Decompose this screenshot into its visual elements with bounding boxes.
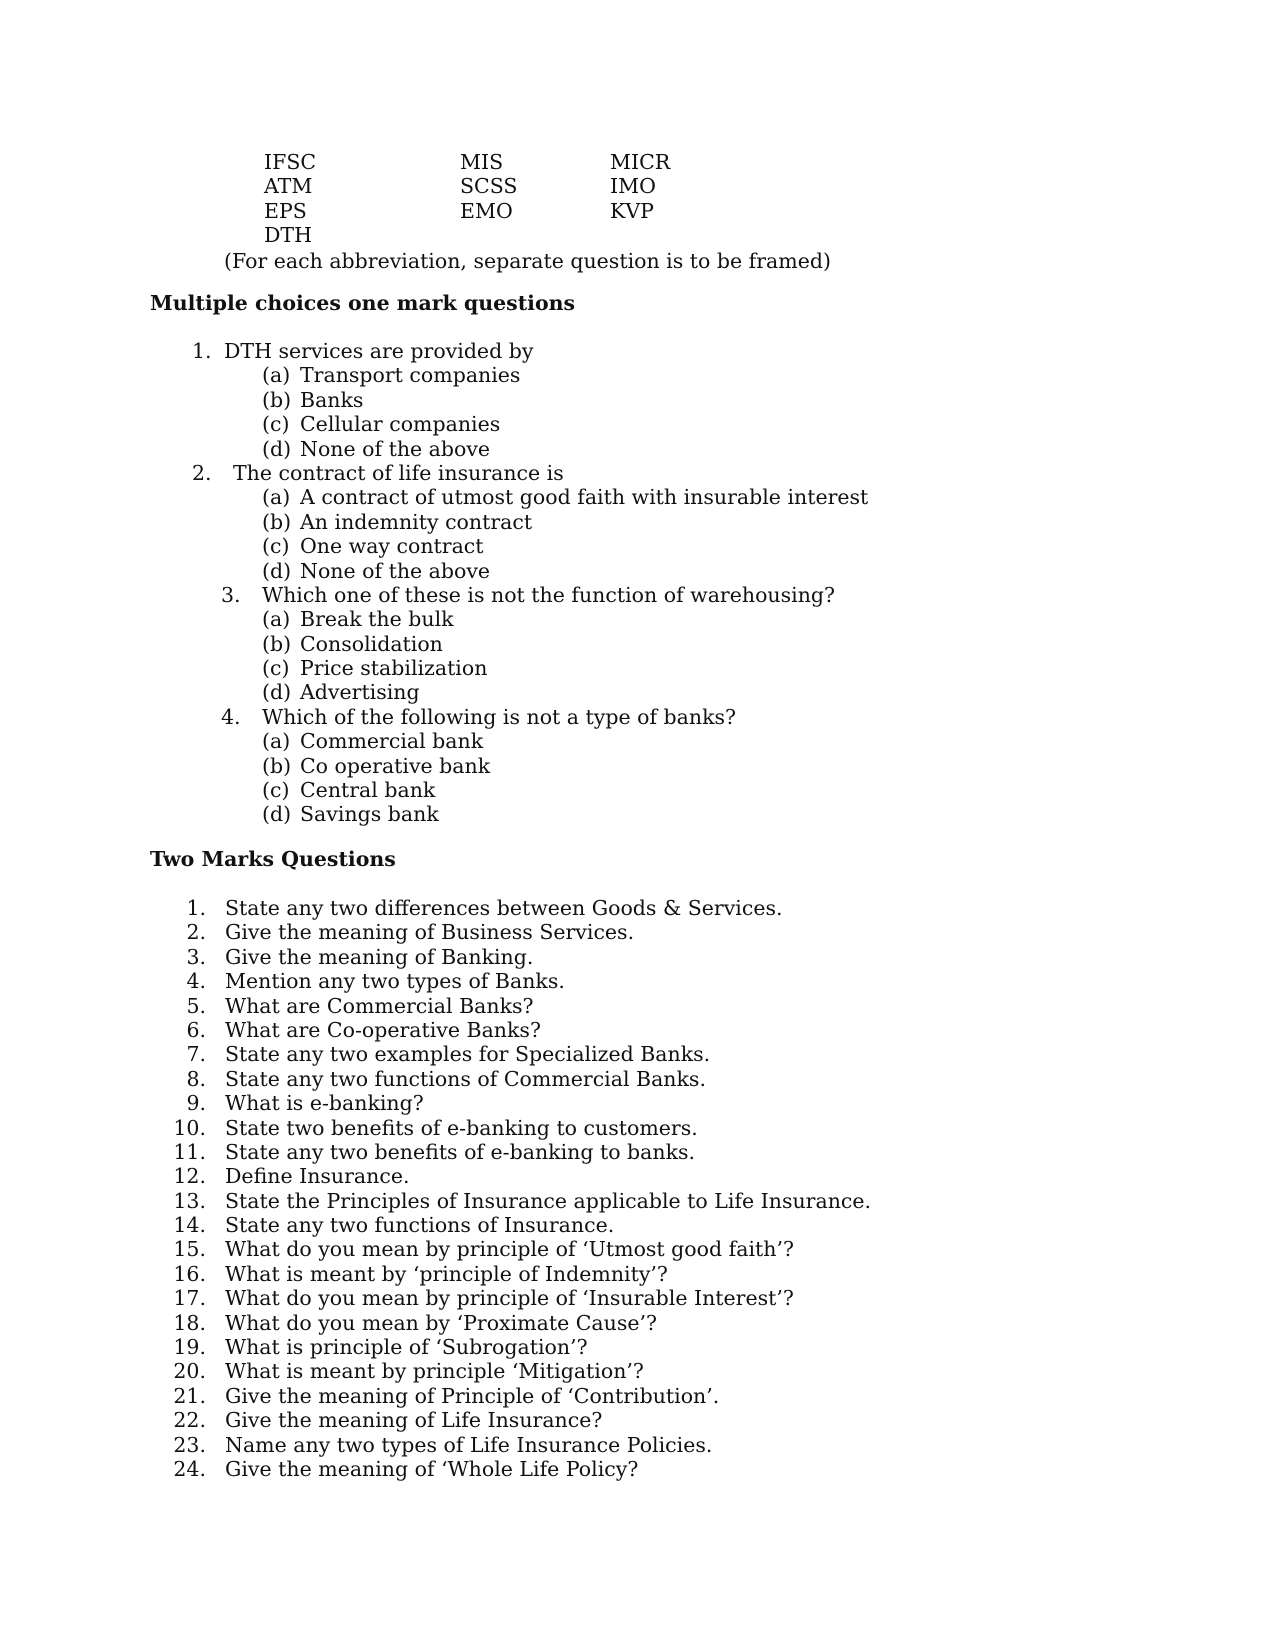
question-text: Which one of these is not the function of warehousing? (262, 582, 836, 607)
option-text: None of the above (300, 436, 491, 461)
mcq-option (0, 559, 1275, 583)
question-number: 7. (186, 1042, 206, 1067)
two-marks-question (0, 1164, 1275, 1188)
option-label: (c) (262, 778, 290, 803)
option-label: (a) (262, 363, 291, 388)
question-text: What is principle of ‘Subrogation’? (225, 1335, 588, 1360)
two-marks-question (0, 1335, 1275, 1359)
question-text: What do you mean by principle of ‘Utmost good faith’? (225, 1237, 794, 1262)
question-text: Name any two types of Life Insurance Policies. (225, 1432, 713, 1457)
two-marks-list (0, 896, 1275, 1481)
question-number: 1. (192, 339, 212, 363)
option-text: One way contract (300, 534, 484, 559)
mcq-option (0, 632, 1275, 656)
abbreviation-item: MICR (610, 150, 671, 174)
option-label: (c) (262, 412, 290, 437)
two-marks-question (0, 1042, 1275, 1066)
option-label: (b) (262, 631, 292, 656)
abbreviation-item: IMO (610, 174, 656, 199)
two-marks-question (0, 1237, 1275, 1261)
question-text: The contract of life insurance is (233, 460, 564, 485)
abbreviation-note: (For each abbreviation, separate question is to be framed) (224, 249, 831, 273)
mcq-option (0, 729, 1275, 753)
option-text: A contract of utmost good faith with insurable interest (300, 485, 869, 510)
two-marks-question (0, 1359, 1275, 1383)
mcq-option (0, 534, 1275, 558)
option-label: (d) (262, 680, 292, 705)
mcq-option (0, 437, 1275, 461)
mcq-option (0, 363, 1275, 387)
question-number: 3. (186, 944, 206, 969)
two-marks-question (0, 1408, 1275, 1432)
question-text: Give the meaning of Life Insurance? (225, 1408, 603, 1433)
mcq-option (0, 656, 1275, 680)
question-number: 18. (173, 1310, 206, 1335)
question-number: 5. (186, 993, 206, 1018)
question-text: State two benefits of e-banking to customers. (225, 1115, 698, 1140)
question-text: Give the meaning of Business Services. (225, 920, 635, 945)
option-text: None of the above (300, 558, 491, 583)
option-label: (d) (262, 802, 292, 827)
abbreviation-item: ATM (264, 174, 313, 199)
option-text: Savings bank (300, 802, 439, 827)
option-text: Co operative bank (300, 753, 491, 778)
question-text: State the Principles of Insurance applicable to Life Insurance. (225, 1188, 872, 1213)
two-marks-question (0, 896, 1275, 920)
question-text: Which of the following is not a type of banks? (262, 704, 737, 729)
two-marks-question (0, 1384, 1275, 1408)
option-label: (a) (262, 485, 291, 510)
option-label: (c) (262, 534, 290, 559)
two-marks-question (0, 1140, 1275, 1164)
question-text: State any two benefits of e-banking to banks. (225, 1139, 696, 1164)
mcq-option (0, 412, 1275, 436)
two-marks-question (0, 945, 1275, 969)
question-text: What is e-banking? (225, 1091, 424, 1116)
question-number: 6. (186, 1017, 206, 1042)
question-text: What do you mean by ‘Proximate Cause’? (225, 1310, 657, 1335)
mcq-option (0, 388, 1275, 412)
question-text: DTH services are provided by (224, 339, 534, 363)
option-text: Break the bulk (300, 607, 454, 632)
question-number: 22. (173, 1408, 206, 1433)
question-text: State any two functions of Insurance. (225, 1213, 615, 1238)
option-label: (d) (262, 558, 292, 583)
two-marks-question (0, 1286, 1275, 1310)
option-text: An indemnity contract (300, 509, 533, 534)
two-marks-question (0, 1457, 1275, 1481)
two-marks-question (0, 994, 1275, 1018)
two-marks-question (0, 1189, 1275, 1213)
question-number: 20. (173, 1359, 206, 1384)
option-label: (c) (262, 656, 290, 681)
two-marks-question (0, 969, 1275, 993)
option-label: (a) (262, 607, 291, 632)
option-text: Advertising (300, 680, 420, 705)
option-text: Central bank (300, 778, 436, 803)
option-label: (d) (262, 436, 292, 461)
question-text: What is meant by ‘principle of Indemnity’? (225, 1261, 668, 1286)
question-number: 13. (173, 1188, 206, 1213)
option-text: Consolidation (300, 631, 443, 656)
two-marks-question (0, 920, 1275, 944)
option-text: Transport companies (300, 363, 521, 388)
question-number: 3. (221, 582, 241, 607)
abbreviation-item: EPS (264, 198, 307, 223)
two-marks-question (0, 1116, 1275, 1140)
two-marks-question (0, 1091, 1275, 1115)
mcq-question (0, 339, 1275, 363)
question-text: State any two differences between Goods & Services. (225, 896, 783, 920)
question-number: 21. (173, 1383, 206, 1408)
question-text: State any two examples for Specialized Banks. (225, 1042, 711, 1067)
question-number: 8. (186, 1066, 206, 1091)
question-number: 4. (221, 704, 241, 729)
abbreviation-item: MIS (460, 150, 504, 174)
mcq-question (0, 705, 1275, 729)
option-label: (a) (262, 729, 291, 754)
mcq-option (0, 802, 1275, 826)
question-number: 2. (186, 920, 206, 945)
abbreviation-item: IFSC (264, 150, 317, 174)
mcq-option (0, 607, 1275, 631)
question-number: 9. (186, 1091, 206, 1116)
two-marks-question (0, 1018, 1275, 1042)
question-text: What are Co-operative Banks? (225, 1017, 541, 1042)
option-label: (b) (262, 387, 292, 412)
abbreviation-item: EMO (460, 198, 513, 223)
mcq-heading: Multiple choices one mark questions (150, 291, 576, 315)
question-text: Give the meaning of Banking. (225, 944, 534, 969)
option-text: Commercial bank (300, 729, 484, 754)
option-text: Cellular companies (300, 412, 501, 437)
mcq-option (0, 754, 1275, 778)
mcq-option (0, 510, 1275, 534)
mcq-list (0, 339, 1275, 827)
question-number: 19. (173, 1335, 206, 1360)
two-marks-question (0, 1262, 1275, 1286)
two-marks-question (0, 1311, 1275, 1335)
question-number: 10. (173, 1115, 206, 1140)
question-text: Define Insurance. (225, 1164, 410, 1189)
option-text: Price stabilization (300, 656, 488, 681)
question-text: What is meant by principle ‘Mitigation’? (225, 1359, 644, 1384)
question-number: 11. (173, 1139, 206, 1164)
question-number: 2. (192, 460, 212, 485)
question-number: 15. (173, 1237, 206, 1262)
question-text: Give the meaning of ‘Whole Life Policy? (225, 1456, 639, 1481)
question-text: What are Commercial Banks? (225, 993, 534, 1018)
option-label: (b) (262, 753, 292, 778)
question-number: 17. (173, 1286, 206, 1311)
abbreviation-item: DTH (264, 223, 312, 248)
question-number: 24. (173, 1456, 206, 1481)
question-number: 12. (173, 1164, 206, 1189)
two-marks-question (0, 1213, 1275, 1237)
question-text: Give the meaning of Principle of ‘Contribution’. (225, 1383, 720, 1408)
question-number: 4. (186, 969, 206, 994)
mcq-question (0, 461, 1275, 485)
two-marks-question (0, 1433, 1275, 1457)
question-number: 23. (173, 1432, 206, 1457)
question-number: 1. (186, 896, 206, 920)
option-label: (b) (262, 509, 292, 534)
question-number: 14. (173, 1213, 206, 1238)
question-text: Mention any two types of Banks. (225, 969, 565, 994)
question-number: 16. (173, 1261, 206, 1286)
abbreviation-item: KVP (610, 198, 654, 223)
two-marks-question (0, 1067, 1275, 1091)
option-text: Banks (300, 387, 364, 412)
abbreviation-item: SCSS (460, 174, 518, 199)
question-text: State any two functions of Commercial Banks. (225, 1066, 706, 1091)
mcq-option (0, 485, 1275, 509)
two-marks-heading: Two Marks Questions (150, 847, 396, 871)
mcq-option (0, 778, 1275, 802)
mcq-option (0, 680, 1275, 704)
mcq-question (0, 583, 1275, 607)
question-text: What do you mean by principle of ‘Insurable Interest’? (225, 1286, 794, 1311)
